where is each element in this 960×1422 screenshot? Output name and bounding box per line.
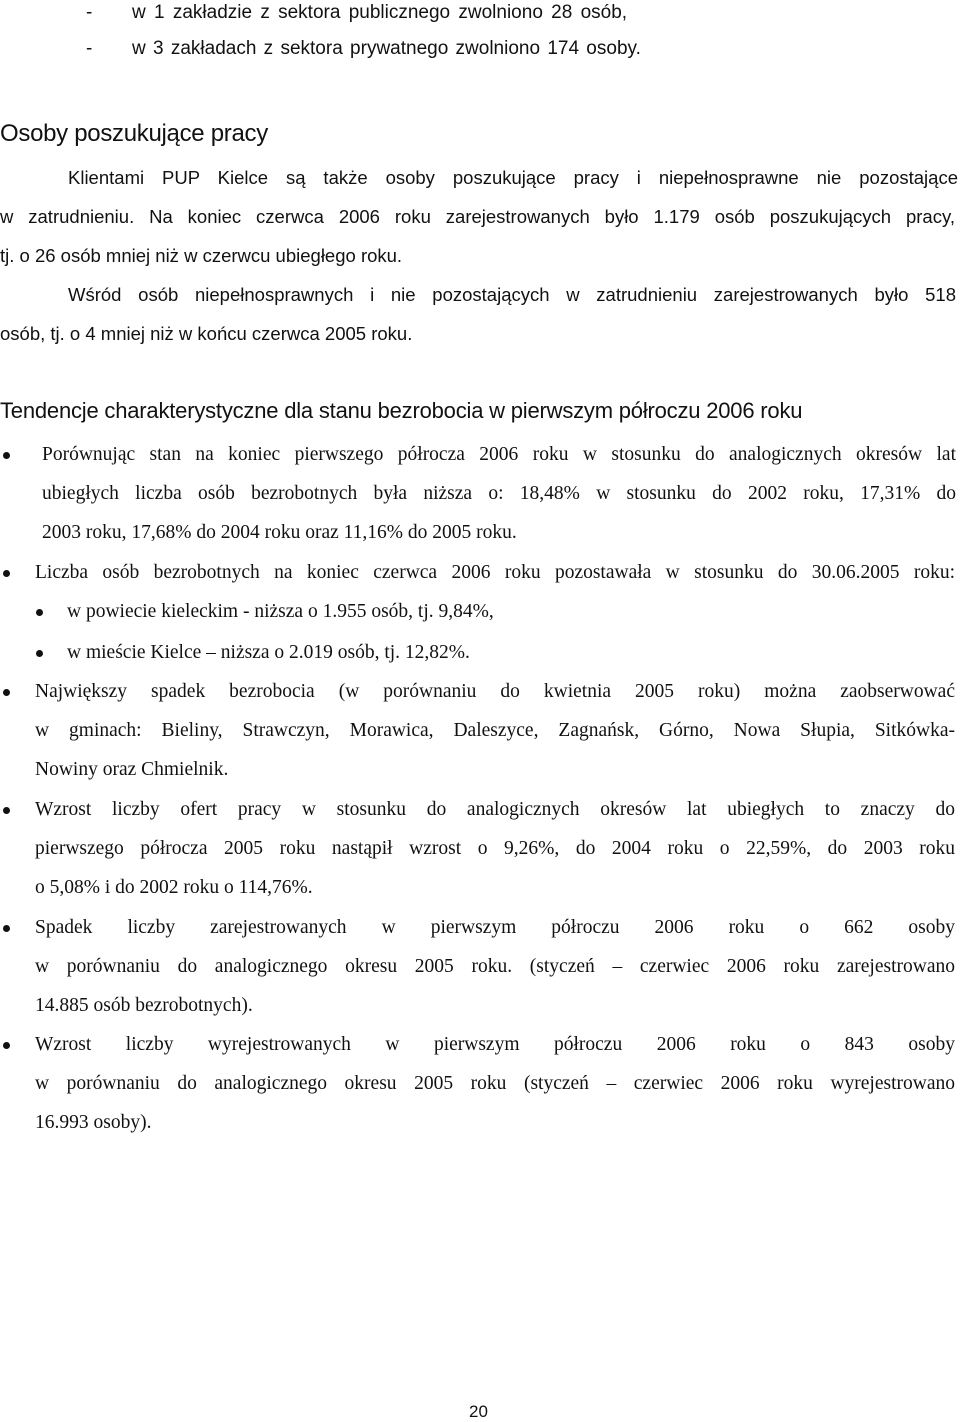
bullet-line — [35, 562, 955, 584]
bullet-text: pierwszego półrocza 2005 roku nastąpił wzrost o 9,26%, do 2004 roku o 22,59%, do 2003 roku — [35, 838, 955, 859]
page-number: 20 — [469, 1402, 488, 1421]
paragraph-text: w zatrudnieniu. Na koniec czerwca 2006 roku zarejestrowanych było 1.179 osób poszukujących pracy, — [0, 206, 955, 227]
bullet-icon — [3, 570, 10, 577]
paragraph-line: tj. o 26 osób mniej niż w czerwcu ubiegłego roku. — [0, 245, 403, 266]
bullet-line — [35, 838, 955, 860]
bullet-text: Liczba osób bezrobotnych na koniec czerwca 2006 roku pozostawała w stosunku do 30.06.2005 roku: — [35, 562, 955, 583]
bullet-icon — [3, 925, 10, 932]
bullet-text: w gminach: Bieliny, Strawczyn, Morawica, Daleszyce, Zagnańsk, Górno, Nowa Słupia, Sitkówka- — [35, 720, 955, 741]
bullet-line — [35, 956, 955, 978]
sub-bullet-line: w powiecie kieleckim - niższa o 1.955 osób, tj. 9,84%, — [67, 601, 494, 622]
bullet-text: Największy spadek bezrobocia (w porównaniu do kwietnia 2005 roku) można zaobserwować — [35, 681, 955, 702]
bullet-line — [35, 917, 955, 939]
bullet-text: Wzrost liczby ofert pracy w stosunku do analogicznych okresów lat ubiegłych to znaczy do — [35, 799, 955, 820]
bullet-text: w porównaniu do analogicznego okresu 2005 roku (styczeń – czerwiec 2006 roku wyrejestrowano — [35, 1073, 955, 1094]
paragraph-line — [0, 206, 955, 228]
bullet-line — [35, 1073, 955, 1095]
bullet-text: Spadek liczby zarejestrowanych w pierwszym półroczu 2006 roku o 662 osoby — [35, 917, 955, 938]
bullet-line — [35, 720, 955, 742]
bullet-line: o 5,08% i do 2002 roku o 114,76%. — [35, 877, 313, 898]
paragraph-line — [68, 284, 956, 306]
bullet-text: w porównaniu do analogicznego okresu 2005 roku. (styczeń – czerwiec 2006 roku zarejestrowano — [35, 956, 955, 977]
list-dash: - — [86, 2, 93, 23]
intro-list-item: w 3 zakładach z sektora prywatnego zwolniono 174 osoby. — [132, 38, 641, 59]
bullet-line — [35, 681, 955, 703]
paragraph-text: Wśród osób niepełnosprawnych i nie pozostających w zatrudnieniu zarejestrowanych było 518 — [68, 284, 956, 305]
bullet-line — [35, 1034, 955, 1056]
bullet-line — [42, 444, 956, 466]
section-heading-job-seekers: Osoby poszukujące pracy — [0, 120, 268, 147]
sub-bullet-icon — [36, 650, 43, 657]
list-dash: - — [86, 38, 93, 59]
bullet-icon — [3, 689, 10, 696]
bullet-icon — [3, 452, 10, 459]
bullet-line: 2003 roku, 17,68% do 2004 roku oraz 11,16% do 2005 roku. — [42, 522, 517, 543]
bullet-text: Porównując stan na koniec pierwszego półrocza 2006 roku w stosunku do analogicznych okresów lat — [42, 444, 956, 465]
bullet-line: 14.885 osób bezrobotnych). — [35, 995, 253, 1016]
bullet-line — [42, 483, 956, 505]
bullet-line — [35, 799, 955, 821]
intro-list-item: w 1 zakładzie z sektora publicznego zwolniono 28 osób, — [132, 2, 628, 23]
bullet-icon — [3, 807, 10, 814]
bullet-line: Nowiny oraz Chmielnik. — [35, 759, 229, 780]
sub-bullet-line: w mieście Kielce – niższa o 2.019 osób, tj. 12,82%. — [67, 642, 470, 663]
paragraph-text: Klientami PUP Kielce są także osoby poszukujące pracy i niepełnosprawne nie pozostające — [68, 167, 958, 188]
bullet-line: 16.993 osoby). — [35, 1112, 152, 1133]
bullet-text: Wzrost liczby wyrejestrowanych w pierwszym półroczu 2006 roku o 843 osoby — [35, 1034, 955, 1055]
paragraph-line — [68, 167, 958, 189]
bullet-icon — [3, 1042, 10, 1049]
sub-bullet-icon — [36, 609, 43, 616]
section-heading-trends: Tendencje charakterystyczne dla stanu bezrobocia w pierwszym półroczu 2006 roku — [0, 398, 803, 423]
bullet-text: ubiegłych liczba osób bezrobotnych była niższa o: 18,48% w stosunku do 2002 roku, 17,31% do — [42, 483, 956, 504]
paragraph-line: osób, tj. o 4 mniej niż w końcu czerwca 2005 roku. — [0, 323, 413, 344]
